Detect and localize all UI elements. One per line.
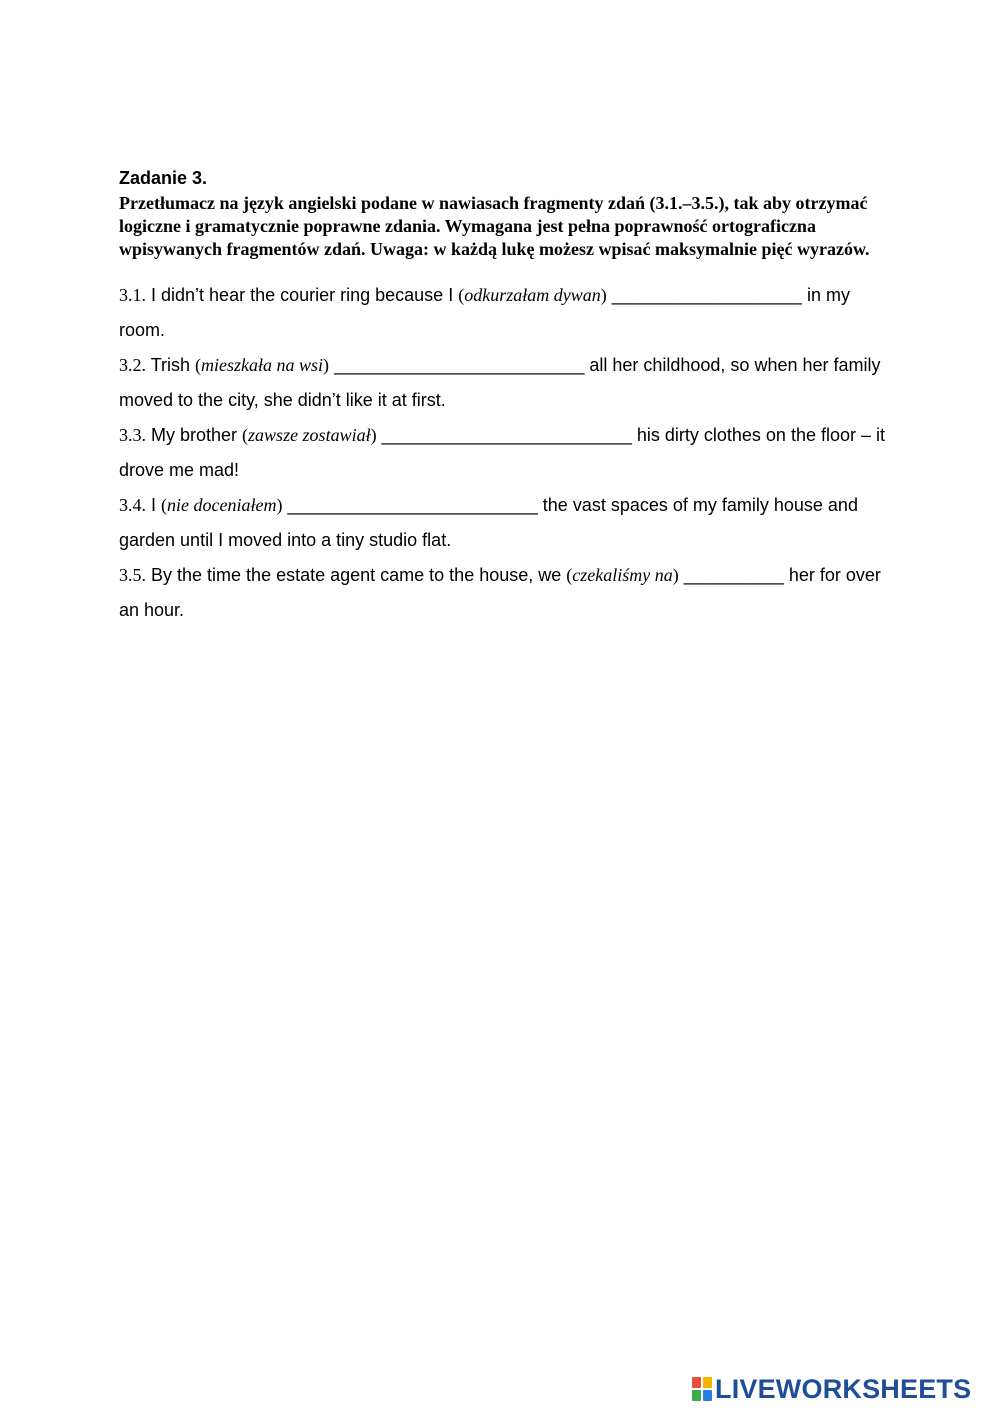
item-number: 3.5. [119,565,146,585]
item-hint: nie doceniałem [167,495,277,515]
item-number: 3.3. [119,425,146,445]
task-instruction: Przetłumacz na język angielski podane w nawiasach fragmenty zdań (3.1.–3.5.), tak aby otrzymać logiczne i gramatycznie poprawne zdania. Wymagana jest pełna poprawność ortograficzna wpisywanych fragmentów zdań. Uwaga: w każdą lukę możesz wpisać maksymalnie pięć wyrazów. [119,193,870,259]
answer-blank[interactable]: ___________________ [611,285,802,305]
item-number: 3.2. [119,355,146,375]
item-text-after: the vast spaces of my family house and garden until I moved into a tiny studio flat. [119,495,858,550]
exercise-item-3-5: 3.5. By the time the estate agent came to the house, we (czekaliśmy na) __________ her for over an hour. [119,565,881,620]
exercise-item-3-1: 3.1. I didn’t hear the courier ring because I (odkurzałam dywan) ___________________ in my room. [119,285,850,340]
item-text-before: I [151,495,162,515]
item-hint: zawsze zostawiał [248,425,371,445]
exercise-item-3-3: 3.3. My brother (zawsze zostawiał) _________________________ his dirty clothes on the floor – it drove me mad! [119,425,885,480]
item-text-before: My brother [151,425,243,445]
task-title: Zadanie 3. [119,168,208,188]
item-text-after: all her childhood, so when her family moved to the city, she didn’t like it at first. [119,355,881,410]
item-hint: odkurzałam dywan [464,285,601,305]
worksheet [119,166,889,628]
liveworksheets-grid-icon [692,1377,712,1401]
item-hint: czekaliśmy na [572,565,673,585]
answer-blank[interactable]: __________ [683,565,784,585]
item-text-before: By the time the estate agent came to the house, we [151,565,567,585]
answer-blank[interactable]: _________________________ [381,425,632,445]
exercise-item-3-2: 3.2. Trish (mieszkała na wsi) _________________________ all her childhood, so when her family moved to the city, she didn’t like it at first. [119,355,881,410]
item-text-after: his dirty clothes on the floor – it drove me mad! [119,425,885,480]
item-number: 3.1. [119,285,146,305]
exercise-list [119,278,889,628]
item-hint: mieszkała na wsi [201,355,324,375]
item-text-after: her for over an hour. [119,565,881,620]
item-text-before: Trish [150,355,196,375]
exercise-item-3-4: 3.4. I (nie doceniałem) _________________________ the vast spaces of my family house and garden until I moved into a tiny studio flat. [119,495,858,550]
logo-text: LIVEWORKSHEETS [715,1374,972,1404]
item-text-before: I didn’t hear the courier ring because I [151,285,459,305]
item-number: 3.4. [119,495,146,515]
answer-blank[interactable]: _________________________ [334,355,585,375]
item-text-after: in my room. [119,285,850,340]
liveworksheets-logo [692,1374,971,1404]
answer-blank[interactable]: _________________________ [287,495,538,515]
